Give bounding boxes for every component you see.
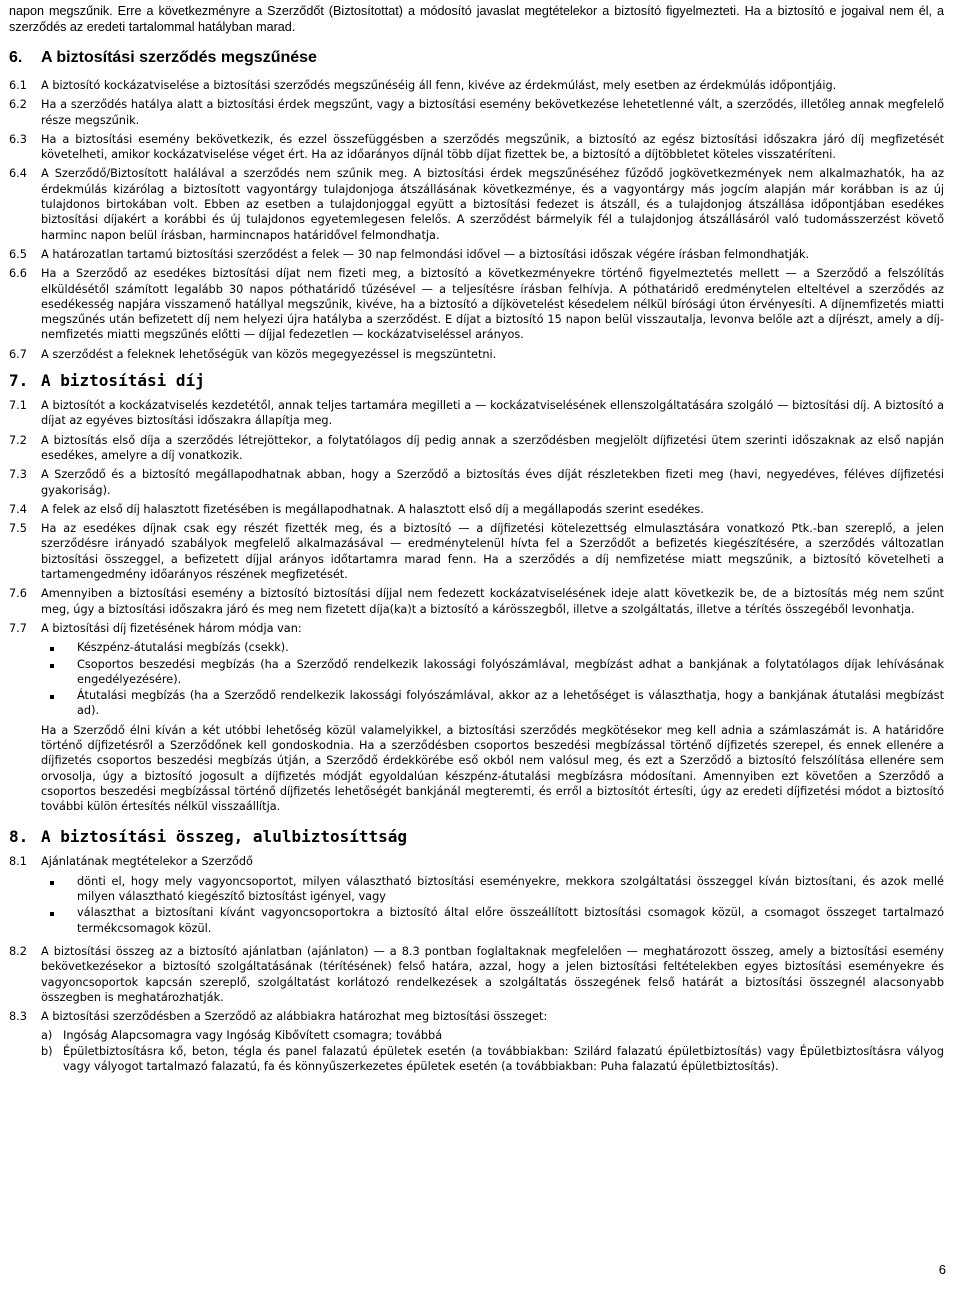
clause-7-5 xyxy=(9,521,944,582)
clause-number: 7.1 xyxy=(9,399,27,413)
section-number: 8. xyxy=(9,827,29,847)
clause-number: 6.3 xyxy=(9,132,27,146)
clause-text: Ha a Szerződő az esedékes biztosítási díjat nem fizeti meg, a biztosító a következményekre történő figyelmeztetés mellett — a Szerződő a felszólítás elküldésétől számított legalább 30 napos póthatáridő tűzésével — a teljesítésre írásban felhívja. A póthatáridő eredménytelen elteltével a szerződés az esedékesség napjára visszamenő hatállyal megszűnik, kivéve, ha a biztosító a díjkövetelést késedelem nélkül bírósági úton érvényesíti. A díjnemfizetés miatti megszűnés után befizetett díj nem helyezi újra hatályba a szerződést. E díjat a biztosító 15 napon belül visszautalja, levonva belőle azt a díjrészt, amely a díj-nemfizetés miatti megszűnés előtti — díjjal fedezetlen — kockázatviseléssel arányos. xyxy=(41,267,944,342)
clause-number: 7.3 xyxy=(9,468,27,482)
clause-number: 7.4 xyxy=(9,502,27,516)
clause-text: A Szerződő és a biztosító megállapodhatnak abban, hogy a Szerződő a biztosítás éves díját részletekben fizeti meg (havi, negyedéves, féléves díjfizetési gyakoriság). xyxy=(41,468,944,497)
list-item xyxy=(41,1044,944,1075)
section-number: 7. xyxy=(9,371,29,391)
list-text: Ingóság Alapcsomagra vagy Ingóság Kibővített csomagra; továbbá xyxy=(63,1029,443,1043)
list-item: választhat a biztosítani kívánt vagyoncsoportokra a biztosító által előre összeállított biztosítási csomagok közül, a csomagot összeget tartalmazó termékcsomagok közül. xyxy=(41,905,944,936)
clause-text: Ha a biztosítási esemény bekövetkezik, és ezzel összefüggésben a szerződés megszűnik, a biztosító az egész biztosítási időszakra járó díj megfizetését követelheti, amikor kockázatviselése véget ért. Ha az időarányos díjnál több díjat fizettek be, a biztosító a díjtöbbletet köteles visszatéríteni. xyxy=(41,132,944,162)
clause-6-4 xyxy=(9,166,944,242)
clause-6-2 xyxy=(9,97,944,128)
clause-7-1 xyxy=(9,398,944,429)
list-item: dönti el, hogy mely vagyoncsoportot, milyen választható biztosítási eseményekre, mekkora szolgáltatási összeggel kíván biztosítani, és azok mellé milyen választható kiegészítő biztosítást igényel, vagy xyxy=(41,874,944,905)
clause-7-4 xyxy=(9,502,944,517)
clause-6-7 xyxy=(9,347,944,362)
clause-number: 7.5 xyxy=(9,522,27,536)
clause-text: Amennyiben a biztosítási esemény a biztosító biztosítási díjjal nem fedezett kockázatviselésének ideje alatt következik be, de a biztosítás még nem szűnt meg, úgy a biztosítási időszakra járó és meg nem fizetett díja(ka)t a biztosító a kárösszegből, illetve a szolgáltatás, illetve a térítés összegéből levonhatja. xyxy=(41,587,944,616)
payment-methods-list xyxy=(41,640,944,718)
clause-number: 6.1 xyxy=(9,79,27,92)
clause-text: A biztosítót a kockázatviselés kezdetétől, annak teljes tartamára megilleti a — kockázatviselésének ellenszolgáltatására szolgáló — biztosítási díj. A biztosító a díjat az egyéves biztosítási időszakra állapítja meg. xyxy=(41,399,944,428)
section-title: A biztosítási díj xyxy=(41,371,205,391)
clause-6-6 xyxy=(9,266,944,342)
clause-number: 7.7 xyxy=(9,621,27,635)
clause-text: A Szerződő/Biztosított halálával a szerződés nem szűnik meg. A biztosítási érdek megszűnéséhez fűződő jogkövetkezmények nem alkalmazhatók, ha az érdekmúlás kizárólag a biztosított vagyontárgy tulajdonjoga átszállásának következménye, és a vagyontárgy más jogcím alapján már korábban is az új tulajdonos birtokában volt. Ebben az esetben a tulajdonjoggal együtt a biztosítási fedezet is átszáll, és a tulajdonjog átszállása időpontjában esedékes biztosítási díjakért a korábbi és új tulajdonos egyetemlegesen felelős. A szerződést bármelyik fél a tulajdonjog átszállásáról való tudomásszerzést követő harminc napon belül írásban, harmincnapos határidővel felmondhatja. xyxy=(41,167,944,242)
clause-text: A felek az első díj halasztott fizetésében is megállapodhatnak. A halasztott első díj a megállapodás szerint esedékes. xyxy=(41,502,704,516)
list-letter: b) xyxy=(41,1044,53,1058)
section-title: A biztosítási összeg, alulbiztosíttság xyxy=(41,827,408,847)
clause-number: 7.2 xyxy=(9,433,27,447)
list-item: Készpénz-átutalási megbízás (csekk). xyxy=(41,640,944,655)
clause-text: A biztosító kockázatviselése a biztosítási szerződés megszűnéséig áll fenn, kivéve az érdekmúlást, mely esetben az érdekmúlás időpontjáig. xyxy=(41,79,837,92)
clause-number: 6.4 xyxy=(9,167,27,181)
clause-intro: A biztosítási szerződésben a Szerződő az alábbiakra határozhat meg biztosítási összeget: xyxy=(41,1010,548,1024)
clause-text: A szerződést a feleknek lehetőségük van közös megegyezéssel is megszüntetni. xyxy=(41,347,497,361)
clause-text: Ha a szerződés hatálya alatt a biztosítási érdek megszűnt, vagy a biztosítási esemény bekövetkezése lehetetlenné vált, a szerződés, illetőleg annak megfelelő része megszűnik. xyxy=(41,98,944,127)
list-item xyxy=(41,1028,944,1043)
intro-paragraph: napon megszűnik. Erre a következményre a Szerződőt (Biztosítottat) a módosító javaslat megtételekor a biztosító figyelmezteti. Ha a biztosító e jogaival nem él, a szerződés az eredeti tartalommal hatályban marad. xyxy=(9,4,944,34)
list-letter: a) xyxy=(41,1029,53,1043)
section-title: A biztosítási szerződés megszűnése xyxy=(41,49,317,66)
clause-7-7 xyxy=(9,621,944,819)
section-number: 6. xyxy=(9,49,23,66)
clause-number: 8.3 xyxy=(9,1010,27,1024)
clause-7-6 xyxy=(9,586,944,617)
clause-number: 7.6 xyxy=(9,587,27,601)
clause-text: A biztosítási összeg az a biztosító ajánlatban (ajánlaton) — a 8.3 pontban foglaltaknak megfelelően — meghatározott összeg, amely a biztosítási esemény bekövetkezésekor a biztosító szolgáltatásának (térítésének) felső határa, azzal, hogy a jelen biztosítási feltételekben egyes biztosítási eseményekre és vagyoncsoportok kapcsán szereplő, szolgáltatást korlátozó rendelkezések a szolgáltatás összegének felső határát a biztosítási összegnél alacsonyabb összegben is meghatározhatják. xyxy=(41,944,944,1004)
clause-7-3 xyxy=(9,467,944,498)
clause-7-2 xyxy=(9,433,944,464)
list-item: Csoportos beszedési megbízás (ha a Szerződő rendelkezik lakossági folyószámlával, megbízást adhat a bankjának a folytatólagos díjak lehívásának engedélyezésére). xyxy=(41,657,944,688)
clause-6-1 xyxy=(9,78,944,93)
list-item: Átutalási megbízás (ha a Szerződő rendelkezik lakossági folyószámlával, akkor az a lehetőséget is választhatja, hogy a bankjának átutalási megbízást ad). xyxy=(41,688,944,719)
clause-6-5 xyxy=(9,247,944,262)
clause-number: 6.7 xyxy=(9,347,27,361)
clause-text: Ha az esedékes díjnak csak egy részét fizették meg, és a biztosító — a díjfizetési kötelezettség elmulasztására vonatkozó Ptk.-ban szereplő, a jelen szerződésre irányadó szabályok megfelelő alkalmazásával — eredménytelenül hívta fel a Szerződőt a befizetés kiegészítésére, a szerződés változatlan biztosítási összeggel, a befizetett díjjal arányos időtartamra marad fenn. Ha a szerződés a díj nemfizetése miatt megszűnik, a biztosító követelheti a tartamengedmény időarányos részének megfizetését. xyxy=(41,522,944,582)
clause-8-3 xyxy=(9,1009,944,1074)
clause-text: A határozatlan tartamú biztosítási szerződést a felek — 30 nap felmondási idővel — a biztosítási időszak végére írásban felmondhatják. xyxy=(41,247,810,261)
options-list xyxy=(41,874,944,936)
clause-8-2 xyxy=(9,944,944,1005)
lettered-list xyxy=(41,1028,944,1074)
clause-number: 6.2 xyxy=(9,98,27,112)
clause-8-1 xyxy=(9,854,944,939)
clause-number: 6.5 xyxy=(9,247,27,261)
clause-number: 6.6 xyxy=(9,267,27,281)
page-number: 6 xyxy=(938,1262,946,1277)
clause-text: A biztosítás első díja a szerződés létrejöttekor, a folytatólagos díj pedig annak a szerződésben megjelölt díjfizetési ütem szerinti időszaknak az első napján esedékes, amelyre a díj vonatkozik. xyxy=(41,433,944,462)
clause-intro: Ajánlatának megtételekor a Szerződő xyxy=(41,855,253,869)
list-text: Épületbiztosításra kő, beton, tégla és panel falazatú épületek esetén (a továbbiakban: Szilárd falazatú épületbiztosítás) vagy Épületbiztosításra vályog vagy vályogot tartalmazó falazatú, fa és könnyűszerkezetes épületek esetén (a továbbiakban: Puha falazatú épületbiztosítás). xyxy=(63,1044,944,1074)
clause-6-3 xyxy=(9,132,944,163)
section-7-heading xyxy=(9,371,944,390)
clause-intro: A biztosítási díj fizetésének három módja van: xyxy=(41,621,302,635)
clause-number: 8.2 xyxy=(9,944,27,958)
clause-number: 8.1 xyxy=(9,855,27,869)
section-8-heading xyxy=(9,827,944,846)
section-6-heading xyxy=(9,48,944,67)
clause-closing-text: Ha a Szerződő élni kíván a két utóbbi lehetőség közül valamelyikkel, a biztosítási szerződés megkötésekor meg kell adnia a számlaszámát is. A határidőre történő díjfizetésről a Szerződőnek kell gondoskodnia. Ha a szerződésben csoportos beszedési megbízással történő díjfizetés szerepel, és ennek ellenére a díjfizetés csoportos beszedési megbízás útján, a Szerződő érdekkörébe eső okból nem valósul meg, és ezt a Szerződő a biztosító felszólítása ellenére sem orvosolja, úgy a biztosító jogosult a díjfizetés módját egyoldalúan készpénz-átutalási megbízásra módosítani. Amennyiben ezt követően a Szerződő a csoportos beszedési megbízással történő díjfizetés lehetőségét bankjánál megteremti, és erről a biztosítót értesíti, úgy az eredeti díjfizetési módot a biztosító további külön értesítés nélkül visszaállítja. xyxy=(41,723,944,814)
